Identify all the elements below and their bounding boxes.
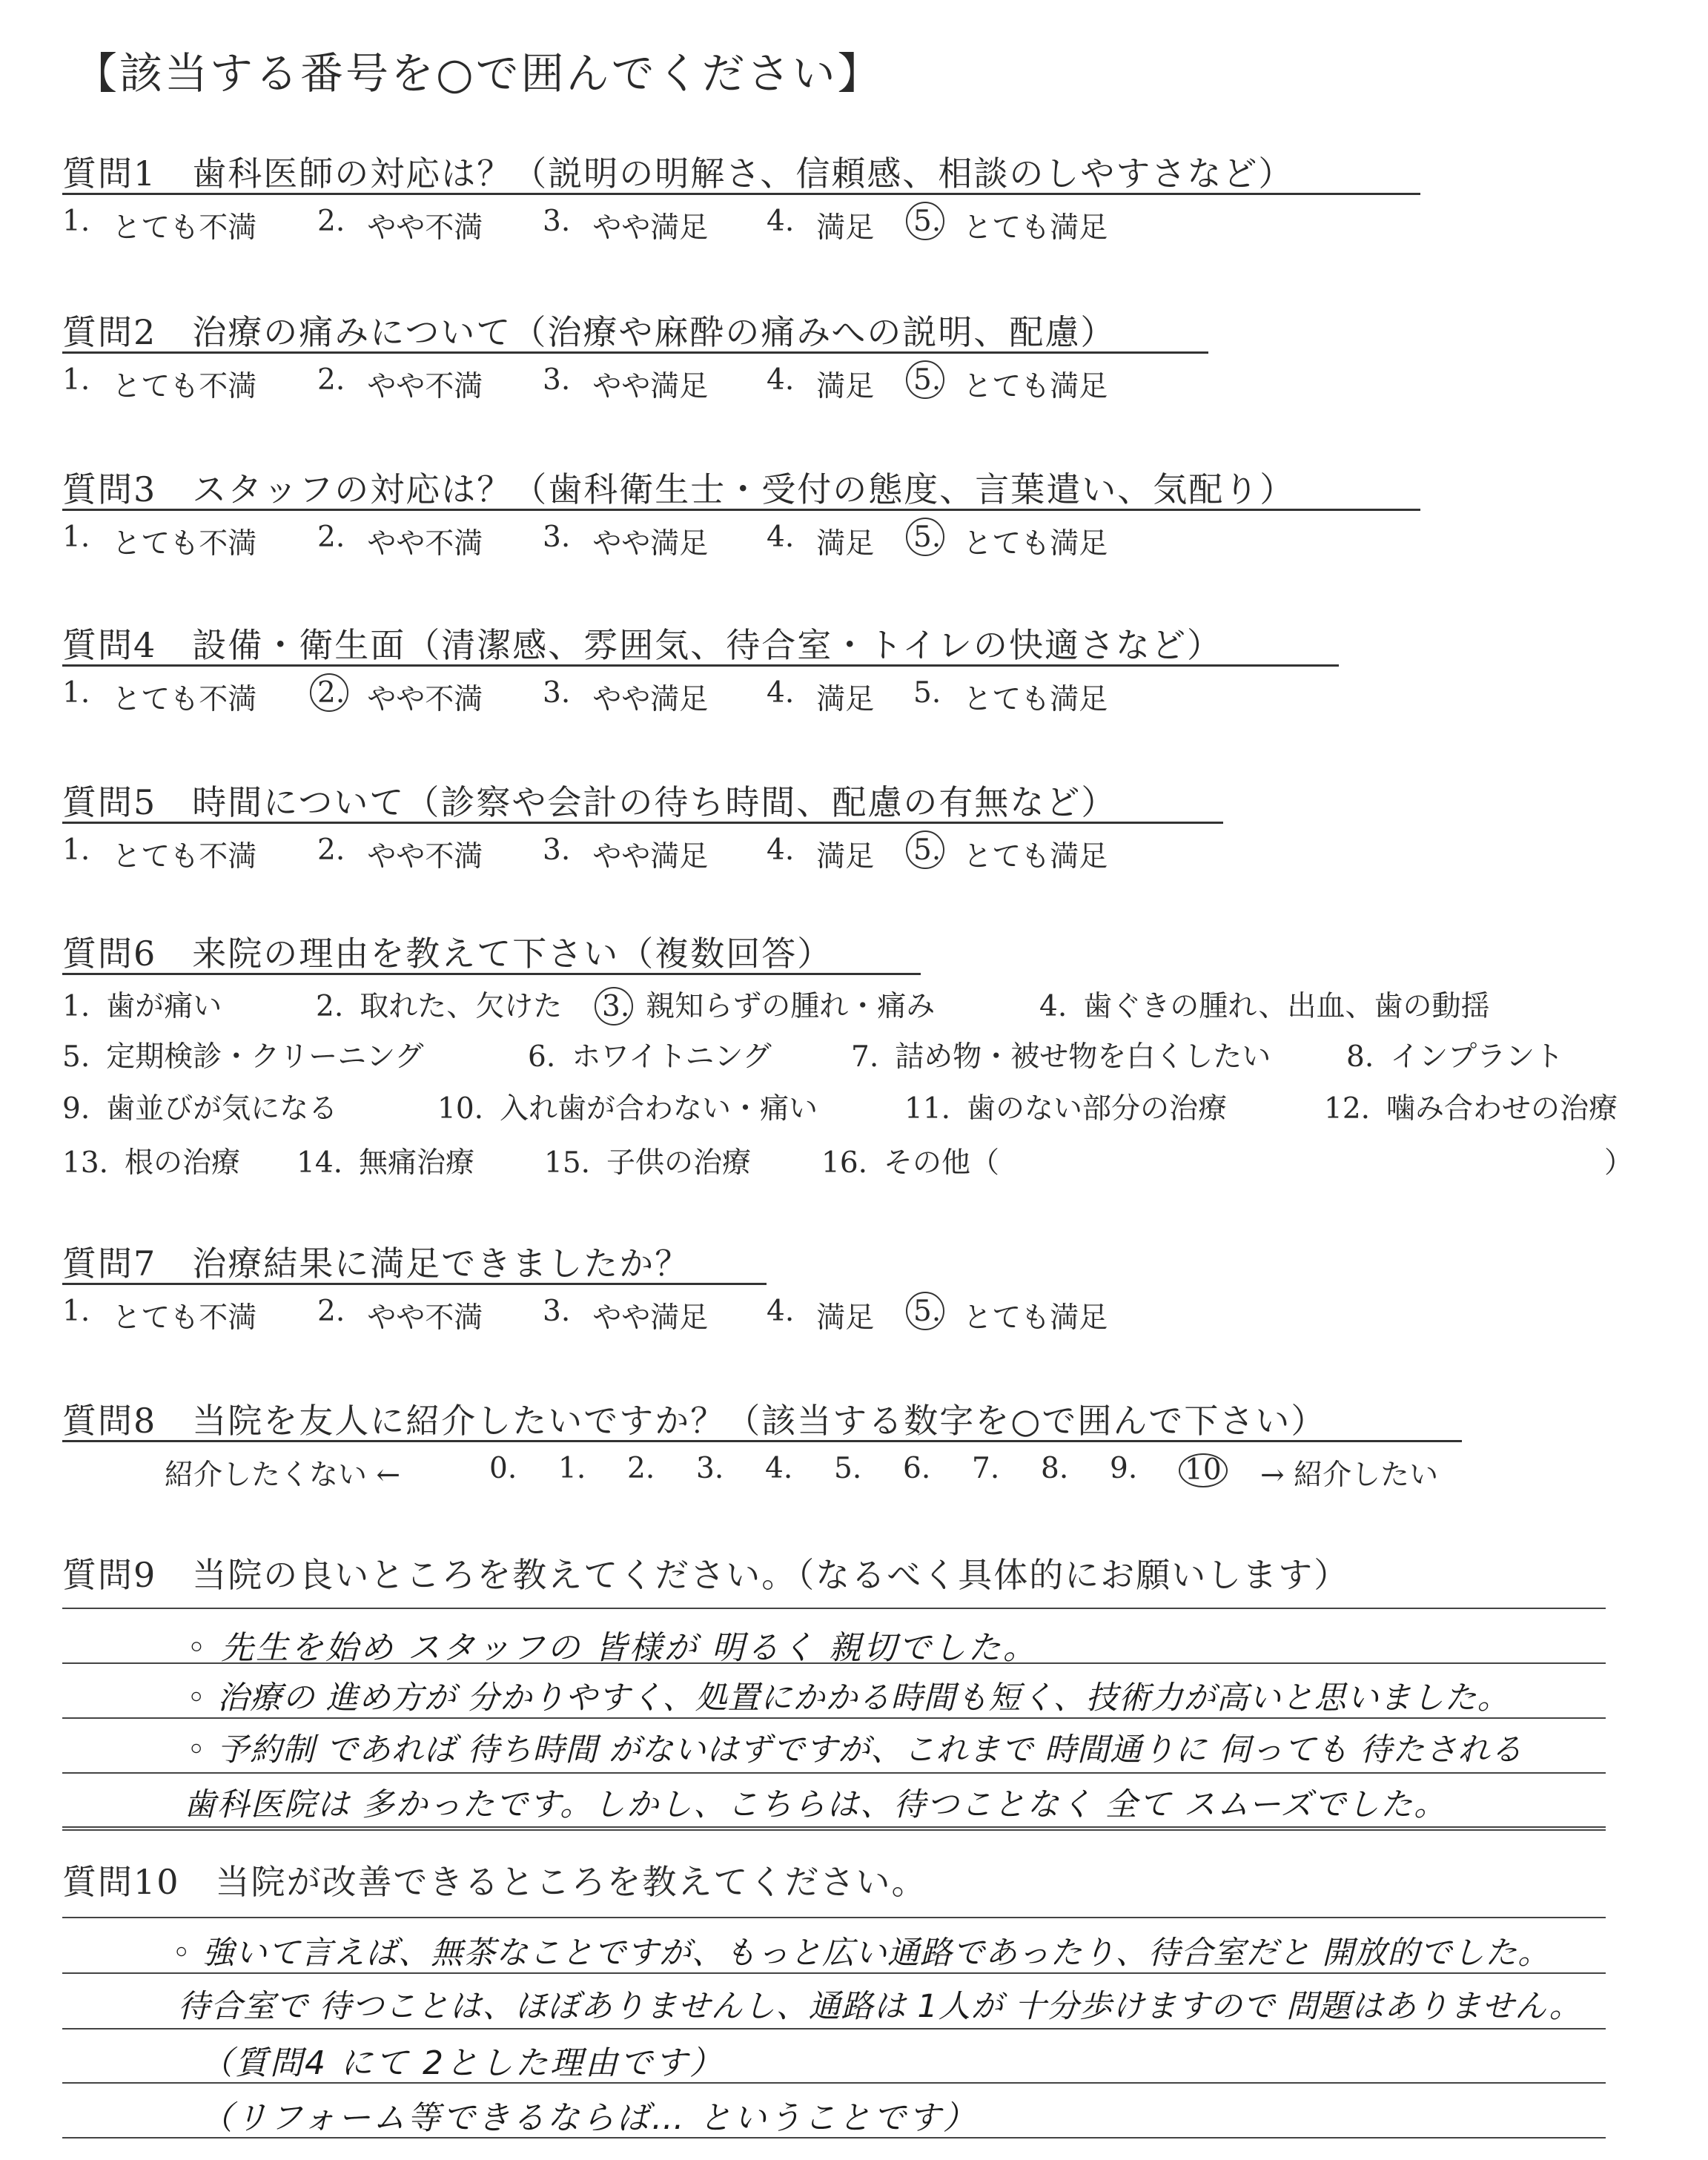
q6-option-5[interactable]	[62, 1034, 423, 1075]
q8-number[interactable]: 6.	[903, 1452, 931, 1485]
option-label: 歯が痛い	[106, 990, 222, 1023]
q2-option-4[interactable]	[767, 363, 874, 405]
q6-option-7[interactable]	[851, 1034, 1271, 1075]
q6-other-close: ）	[1604, 1146, 1634, 1180]
page-title: 【該当する番号を○で囲んでください】	[74, 48, 883, 99]
option-label: 親知らずの腫れ・痛み	[646, 990, 936, 1023]
option-number: 1.	[62, 1295, 90, 1328]
option-number: 1.	[62, 363, 90, 397]
q8-selected-number[interactable]: 10	[1179, 1453, 1228, 1487]
option-label: やや満足	[592, 211, 709, 245]
option-number: 4.	[1039, 990, 1068, 1023]
option-label: 詰め物・被せ物を白くしたい	[895, 1040, 1271, 1074]
q1-option-1[interactable]	[62, 205, 256, 246]
q8-number[interactable]: 7.	[972, 1452, 1000, 1485]
option-number: 2.	[317, 833, 345, 867]
option-number: 3.	[543, 833, 571, 867]
q9-answer-line	[62, 1826, 1606, 1828]
q8-number[interactable]: 0.	[489, 1452, 517, 1485]
option-label: 満足	[816, 527, 875, 561]
q3-option-2[interactable]	[317, 521, 483, 562]
option-label: とても満足	[963, 1301, 1108, 1335]
q10-answer-2: 待合室で 待つことは、ほぼありませんし、通路は 1人が 十分歩けますので 問題はありません。	[178, 1988, 1582, 2025]
option-label: 満足	[816, 683, 875, 716]
option-label: やや不満	[367, 211, 483, 245]
q5-option-4[interactable]	[767, 833, 874, 875]
q4-option-2[interactable]	[317, 676, 483, 718]
option-number: 4.	[767, 676, 795, 710]
selected-option-number: 5.	[913, 205, 941, 246]
option-label: 無痛治療	[359, 1146, 475, 1180]
q3-option-1[interactable]	[62, 521, 256, 562]
q2-option-3[interactable]	[543, 363, 708, 405]
option-number: 4.	[767, 521, 795, 554]
q8-number[interactable]: 2.	[627, 1452, 655, 1485]
q6-option-10[interactable]	[437, 1086, 818, 1127]
question-9-title: 質問9 当院の良いところを教えてください。（なるべく具体的にお願いします）	[62, 1555, 1350, 1595]
q7-option-4[interactable]	[767, 1295, 874, 1336]
q4-option-3[interactable]	[543, 676, 708, 718]
option-number: 2.	[317, 205, 345, 238]
option-number: 16.	[821, 1146, 868, 1180]
option-label: とても満足	[963, 527, 1108, 561]
option-number: 15.	[544, 1146, 591, 1180]
q3-option-4[interactable]	[767, 521, 874, 562]
selected-option-number: 5.	[913, 833, 941, 875]
q8-number[interactable]: 1.	[558, 1452, 586, 1485]
question-1-underline	[62, 193, 1420, 195]
question-8-underline	[62, 1440, 1462, 1442]
option-label: やや不満	[367, 683, 483, 716]
q6-option-4[interactable]	[1039, 983, 1490, 1025]
option-label: 満足	[816, 370, 875, 403]
option-label: やや不満	[367, 840, 483, 873]
q10-answer-1: ◦ 強いて言えば、無茶なことですが、もっと広い通路であったり、待合室だと 開放的でした。	[172, 1935, 1551, 1972]
selected-option-number: 5.	[913, 1295, 941, 1336]
q1-option-5[interactable]	[913, 205, 1108, 246]
option-label: とても不満	[112, 1301, 257, 1335]
q3-option-5[interactable]	[913, 521, 1108, 562]
q5-option-2[interactable]	[317, 833, 483, 875]
option-label: 根の治療	[125, 1146, 241, 1180]
q6-option-6[interactable]	[528, 1034, 772, 1075]
option-label: 歯ぐきの腫れ、出血、歯の動揺	[1083, 990, 1490, 1023]
q2-option-2[interactable]	[317, 363, 483, 405]
q8-number[interactable]: 8.	[1041, 1452, 1069, 1485]
option-number: 1.	[62, 676, 90, 710]
q2-option-5[interactable]	[913, 363, 1108, 405]
question-1-title: 質問1 歯科医師の対応は？（説明の明解さ、信頼感、相談のしやすさなど）	[62, 153, 1294, 194]
q9-answer-line	[62, 1829, 1606, 1831]
q10-answer-line	[62, 2028, 1606, 2029]
option-number: 5.	[913, 676, 941, 710]
q10-answer-line	[62, 1917, 1606, 1918]
option-number: 9.	[62, 1092, 90, 1126]
question-2-underline	[62, 351, 1208, 354]
q6-option-15[interactable]	[544, 1140, 751, 1181]
option-number: 12.	[1324, 1092, 1371, 1126]
question-6-title: 質問6 来院の理由を教えて下さい（複数回答）	[62, 934, 833, 974]
q4-option-4[interactable]	[767, 676, 874, 718]
q4-option-5[interactable]	[913, 676, 1108, 718]
option-label: とても不満	[112, 527, 257, 561]
option-number: 7.	[851, 1040, 879, 1074]
option-number: 3.	[543, 676, 571, 710]
option-label: やや不満	[367, 370, 483, 403]
option-label: とても満足	[963, 840, 1108, 873]
option-label: やや不満	[367, 527, 483, 561]
q10-answer-3: （質問4 にて 2とした理由です）	[200, 2044, 724, 2082]
option-label: とても満足	[963, 211, 1108, 245]
q6-option-16[interactable]	[821, 1140, 999, 1181]
q1-option-4[interactable]	[767, 205, 874, 246]
option-number: 1.	[62, 205, 90, 238]
q7-option-1[interactable]	[62, 1295, 256, 1336]
option-number: 2.	[317, 363, 345, 397]
option-number: 3.	[543, 205, 571, 238]
question-6-underline	[62, 973, 921, 975]
option-label: とても不満	[112, 370, 257, 403]
q3-option-3[interactable]	[543, 521, 708, 562]
question-8-title: 質問8 当院を友人に紹介したいですか？（該当する数字を○で囲んで下さい）	[62, 1401, 1327, 1441]
q9-answer-1: ◦ 先生を始め スタッフの 皆様が 明るく 親切でした。	[187, 1629, 1038, 1667]
q9-answer-line	[62, 1772, 1606, 1774]
q8-left-label: 紹介したくない ←	[165, 1459, 401, 1492]
q6-option-14[interactable]	[297, 1140, 474, 1181]
selected-option-number: 5.	[913, 363, 941, 405]
option-label: とても満足	[963, 683, 1108, 716]
question-7-title: 質問7 治療結果に満足できましたか？	[62, 1244, 691, 1284]
option-number: 2.	[317, 1295, 345, 1328]
question-5-title: 質問5 時間について（診察や会計の待ち時間、配慮の有無など）	[62, 782, 1117, 822]
q5-option-5[interactable]	[913, 833, 1108, 875]
q10-answer-4: （リフォーム等できるならば… ということです）	[200, 2099, 978, 2137]
option-number: 1.	[62, 833, 90, 867]
option-number: 13.	[62, 1146, 109, 1180]
option-label: 噛み合わせの治療	[1386, 1092, 1618, 1126]
option-label: とても満足	[963, 370, 1108, 403]
q8-number[interactable]: 3.	[696, 1452, 724, 1485]
option-label: その他（	[884, 1146, 1000, 1180]
question-4-underline	[62, 664, 1339, 667]
question-2-title: 質問2 治療の痛みについて（治療や麻酔の痛みへの説明、配慮）	[62, 312, 1116, 352]
option-label: とても不満	[112, 683, 257, 716]
option-number: 14.	[297, 1146, 343, 1180]
option-number: 8.	[1346, 1040, 1374, 1074]
q9-answer-2: ◦ 治療の 進め方が 分かりやすく、処置にかかる時間も短く、技術力が高いと思いました。	[187, 1680, 1510, 1717]
q7-option-2[interactable]	[317, 1295, 483, 1336]
option-number: 2.	[317, 521, 345, 554]
q7-option-3[interactable]	[543, 1295, 708, 1336]
q8-right-label: → 紹介したい	[1260, 1459, 1439, 1492]
option-label: やや満足	[592, 840, 709, 873]
q9-answer-4: 歯科医院は 多かったです。しかし、こちらは、待つことなく 全て スムーズでした。	[184, 1786, 1448, 1823]
question-3-underline	[62, 509, 1420, 511]
q1-option-3[interactable]	[543, 205, 708, 246]
selected-option-number: 3.	[602, 990, 630, 1023]
selected-option-number: 2.	[317, 676, 345, 718]
option-number: 4.	[767, 205, 795, 238]
option-number: 4.	[767, 363, 795, 397]
option-number: 3.	[543, 1295, 571, 1328]
q6-option-2[interactable]	[316, 983, 562, 1025]
q6-option-3[interactable]	[602, 983, 935, 1025]
option-number: 11.	[904, 1092, 951, 1126]
option-label: 満足	[816, 211, 875, 245]
option-number: 3.	[543, 363, 571, 397]
q8-number[interactable]: 9.	[1110, 1452, 1138, 1485]
option-number: 10.	[437, 1092, 484, 1126]
option-label: 満足	[816, 1301, 875, 1335]
option-label: やや満足	[592, 527, 709, 561]
q6-option-1[interactable]	[62, 983, 222, 1025]
q6-option-11[interactable]	[904, 1086, 1227, 1127]
option-label: ホワイトニング	[572, 1040, 772, 1074]
q7-option-5[interactable]	[913, 1295, 1108, 1336]
option-label: とても不満	[112, 211, 257, 245]
option-label: インプラント	[1390, 1040, 1564, 1074]
q6-option-9[interactable]	[62, 1086, 337, 1127]
option-label: 取れた、欠けた	[360, 990, 563, 1023]
option-label: やや満足	[592, 1301, 709, 1335]
q9-answer-3: ◦ 予約制 であれば 待ち時間 がないはずですが、これまで 時間通りに 伺っても 待たされる	[187, 1731, 1523, 1768]
option-number: 2.	[316, 990, 344, 1023]
question-3-title: 質問3 スタッフの対応は？（歯科衛生士・受付の態度、言葉遣い、気配り）	[62, 469, 1296, 509]
option-label: 入れ歯が合わない・痛い	[500, 1092, 818, 1126]
question-5-underline	[62, 822, 1223, 824]
selected-option-number: 5.	[913, 521, 941, 562]
option-label: 満足	[816, 840, 875, 873]
option-label: 歯のない部分の治療	[967, 1092, 1228, 1126]
q5-option-1[interactable]	[62, 833, 256, 875]
option-label: やや満足	[592, 683, 709, 716]
option-label: 定期検診・クリーニング	[106, 1040, 424, 1074]
option-label: やや不満	[367, 1301, 483, 1335]
question-10-title-visible: 質問10 当院が改善できるところを教えてください。	[62, 1862, 927, 1902]
option-label: とても不満	[112, 840, 257, 873]
q8-number[interactable]: 4.	[765, 1452, 793, 1485]
option-label: 子供の治療	[606, 1146, 752, 1180]
q6-option-12[interactable]	[1324, 1086, 1618, 1127]
question-7-underline	[62, 1283, 767, 1285]
q1-option-2[interactable]	[317, 205, 483, 246]
option-label: 歯並びが気になる	[106, 1092, 338, 1126]
option-number: 4.	[767, 1295, 795, 1328]
option-label: やや満足	[592, 370, 709, 403]
option-number: 5.	[62, 1040, 90, 1074]
option-number: 4.	[767, 833, 795, 867]
q6-option-8[interactable]	[1346, 1034, 1563, 1075]
q9-answer-line	[62, 1608, 1606, 1609]
q2-option-1[interactable]	[62, 363, 256, 405]
q4-option-1[interactable]	[62, 676, 256, 718]
question-4-title: 質問4 設備・衛生面（清潔感、雰囲気、待合室・トイレの快適さなど）	[62, 625, 1222, 665]
option-number: 1.	[62, 990, 90, 1023]
option-number: 6.	[528, 1040, 556, 1074]
q5-option-3[interactable]	[543, 833, 708, 875]
q8-number[interactable]: 5.	[834, 1452, 862, 1485]
option-number: 1.	[62, 521, 90, 554]
q6-option-13[interactable]	[62, 1140, 240, 1181]
option-number: 3.	[543, 521, 571, 554]
